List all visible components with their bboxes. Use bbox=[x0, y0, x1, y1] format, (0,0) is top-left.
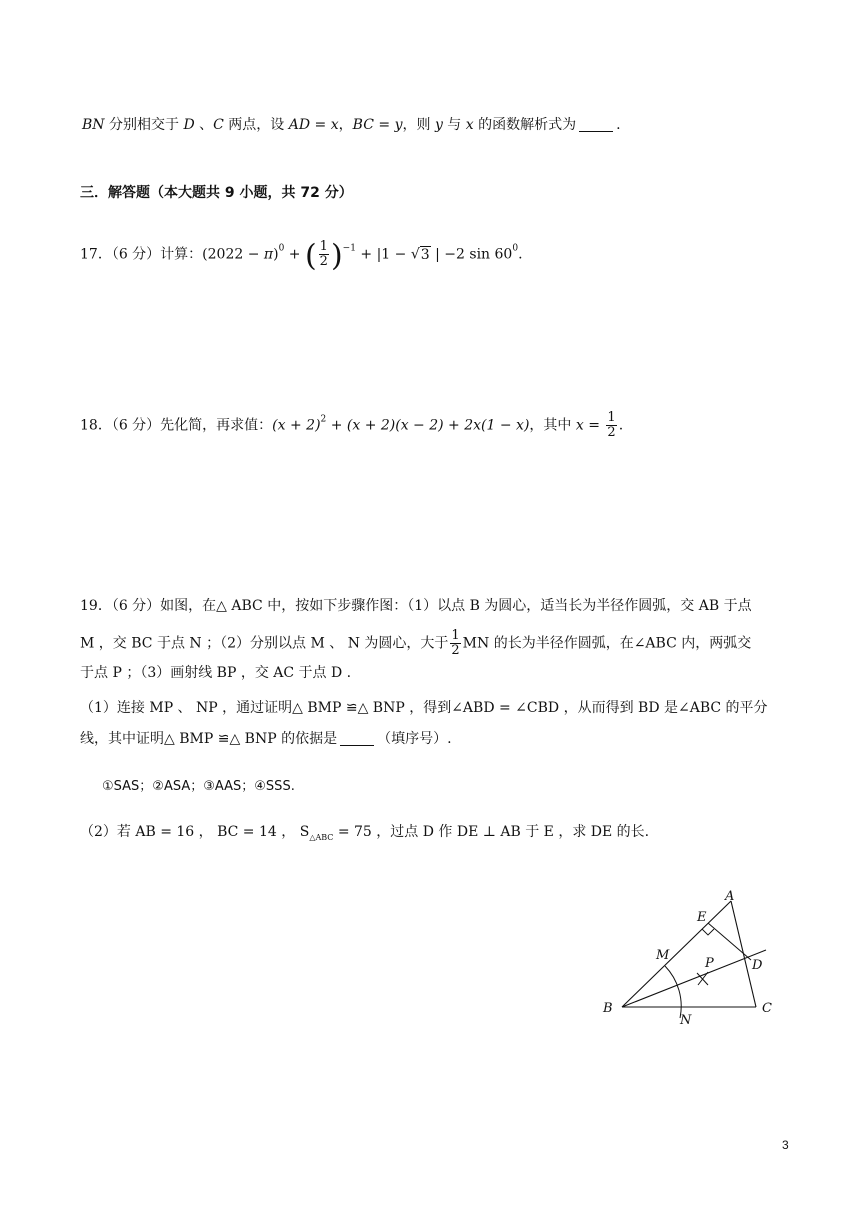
q17-expneg: −1 bbox=[342, 243, 356, 254]
ray-bp bbox=[622, 950, 766, 1007]
intro-text-m: y bbox=[394, 117, 403, 133]
q19-sub2-sub: △ABC bbox=[309, 833, 334, 842]
q19-sub2 bbox=[80, 822, 649, 842]
intro-text-k: BC bbox=[352, 117, 374, 133]
q19-sub1-line2-b: （填序号）. bbox=[377, 731, 452, 747]
q18-frac-den: 2 bbox=[607, 425, 616, 440]
intro-text-p: 与 bbox=[442, 117, 466, 133]
right-angle-mark bbox=[702, 929, 714, 935]
q17-rparen: ) bbox=[330, 238, 343, 274]
answer-blank[interactable] bbox=[579, 117, 613, 132]
question-17 bbox=[80, 238, 523, 274]
label-p: P bbox=[705, 956, 714, 971]
q19-frac-num: 1 bbox=[451, 628, 460, 643]
intro-line bbox=[82, 115, 621, 135]
q19-sub1-line2-a: 线，其中证明△ BMP ≌△ BNP 的依据是 bbox=[80, 731, 338, 747]
q18-end: . bbox=[618, 417, 624, 434]
q17-part2: ) bbox=[273, 246, 279, 263]
intro-text-q: x bbox=[465, 117, 474, 133]
q17-frac-num: 1 bbox=[319, 239, 328, 254]
question-18 bbox=[80, 411, 623, 440]
triangle-figure bbox=[598, 888, 788, 1028]
q17-part1: (2022 − bbox=[202, 246, 264, 263]
q18-sq: 2 bbox=[320, 414, 327, 425]
intro-text-n: ，则 bbox=[402, 117, 435, 133]
q17-deg: 0 bbox=[512, 243, 519, 254]
intro-text-g: AD bbox=[288, 117, 311, 133]
q19-sub1-line1: （1）连接 MP 、 NP ，通过证明△ BMP ≌△ BNP ，得到∠ABD = ∠CBD ，从而得到 BD 是∠ABC 的平分 bbox=[80, 700, 768, 716]
intro-text-l: = bbox=[373, 117, 395, 133]
q17-end: . bbox=[518, 246, 523, 263]
label-a: A bbox=[725, 889, 735, 904]
intro-text-o: y bbox=[434, 117, 443, 133]
q19-options: ①SAS；②ASA；③AAS；④SSS. bbox=[102, 779, 295, 794]
section-title: 三．解答题（本大题共 9 小题，共 72 分） bbox=[80, 185, 353, 201]
q19-frac-den: 2 bbox=[451, 643, 460, 658]
intro-text-e: C bbox=[213, 117, 224, 133]
q18-eq: = bbox=[583, 417, 605, 434]
q19-line1: 19．（6 分）如图，在△ ABC 中，按如下步骤作图：（1）以点 B 为圆心，适当长为半径作圆弧，交 AB 于点 bbox=[80, 598, 752, 614]
intro-text-s: . bbox=[616, 117, 621, 133]
q17-plus: + bbox=[284, 246, 305, 263]
q17-lparen: ( bbox=[304, 238, 317, 274]
intro-text-d: 、 bbox=[194, 117, 214, 133]
q17-sqrt-sign: √ bbox=[410, 246, 420, 263]
q19-answer-blank[interactable] bbox=[340, 731, 374, 746]
intro-text-j: ， bbox=[338, 117, 353, 133]
intro-text-i: x bbox=[330, 117, 339, 133]
q17-abs-close: | −2 sin 60 bbox=[430, 246, 513, 263]
intro-text-b: 分别相交于 bbox=[104, 117, 184, 133]
arc-mn bbox=[665, 966, 681, 1018]
q17-pi: π bbox=[263, 246, 274, 263]
q18-fraction bbox=[606, 411, 616, 440]
segment-de bbox=[708, 923, 751, 960]
q19-sub2-a: （2）若 AB = 16 ， BC = 14 ， S bbox=[80, 824, 310, 840]
q19-sub1-line2 bbox=[80, 729, 452, 749]
intro-text-a: BN bbox=[82, 117, 105, 133]
q17-fraction bbox=[319, 240, 329, 269]
q18-frac-num: 1 bbox=[607, 410, 616, 425]
q19-line3: 于点 P ；（3）画射线 BP ，交 AC 于点 D . bbox=[80, 665, 352, 681]
q19-line2-text: M ，交 BC 于点 N ；（2）分别以点 M 、 N 为圆心，大于 bbox=[80, 635, 449, 652]
q17-label: 17．（6 分）计算： bbox=[80, 246, 203, 263]
q17-frac-den: 2 bbox=[319, 254, 328, 269]
q19-fraction bbox=[450, 629, 460, 658]
q19-line2 bbox=[80, 629, 751, 658]
q18-expr2: + (x + 2)(x − 2) + 2x(1 − x) bbox=[326, 417, 530, 434]
intro-text-c: D bbox=[183, 117, 195, 133]
intro-text-r: 的函数解析式为 bbox=[473, 117, 577, 133]
label-m: M bbox=[656, 948, 670, 963]
q18-expr: (x + 2) bbox=[272, 417, 321, 434]
q17-abs-open: + |1 − bbox=[355, 246, 411, 263]
side-ba bbox=[622, 901, 731, 1007]
q17-sqrt-val: 3 bbox=[420, 246, 430, 263]
intro-text-h: = bbox=[310, 117, 331, 133]
q17-exp0: 0 bbox=[278, 243, 285, 254]
q19-line2-rest: MN 的长为半径作圆弧，在∠ABC 内，两弧交 bbox=[462, 635, 752, 652]
q18-var: x bbox=[575, 417, 584, 434]
q18-label: 18．（6 分）先化简，再求值： bbox=[80, 417, 273, 434]
label-e: E bbox=[697, 910, 707, 925]
label-c: C bbox=[762, 1001, 772, 1016]
label-n: N bbox=[680, 1013, 692, 1028]
q19-sub2-b: = 75 ，过点 D 作 DE ⊥ AB 于 E ，求 DE 的长. bbox=[333, 824, 650, 840]
page-number: 3 bbox=[782, 1138, 789, 1152]
label-d: D bbox=[752, 958, 763, 973]
intro-text-f: 两点，设 bbox=[223, 117, 289, 133]
label-b: B bbox=[603, 1001, 613, 1016]
q18-where: ，其中 bbox=[529, 417, 576, 434]
